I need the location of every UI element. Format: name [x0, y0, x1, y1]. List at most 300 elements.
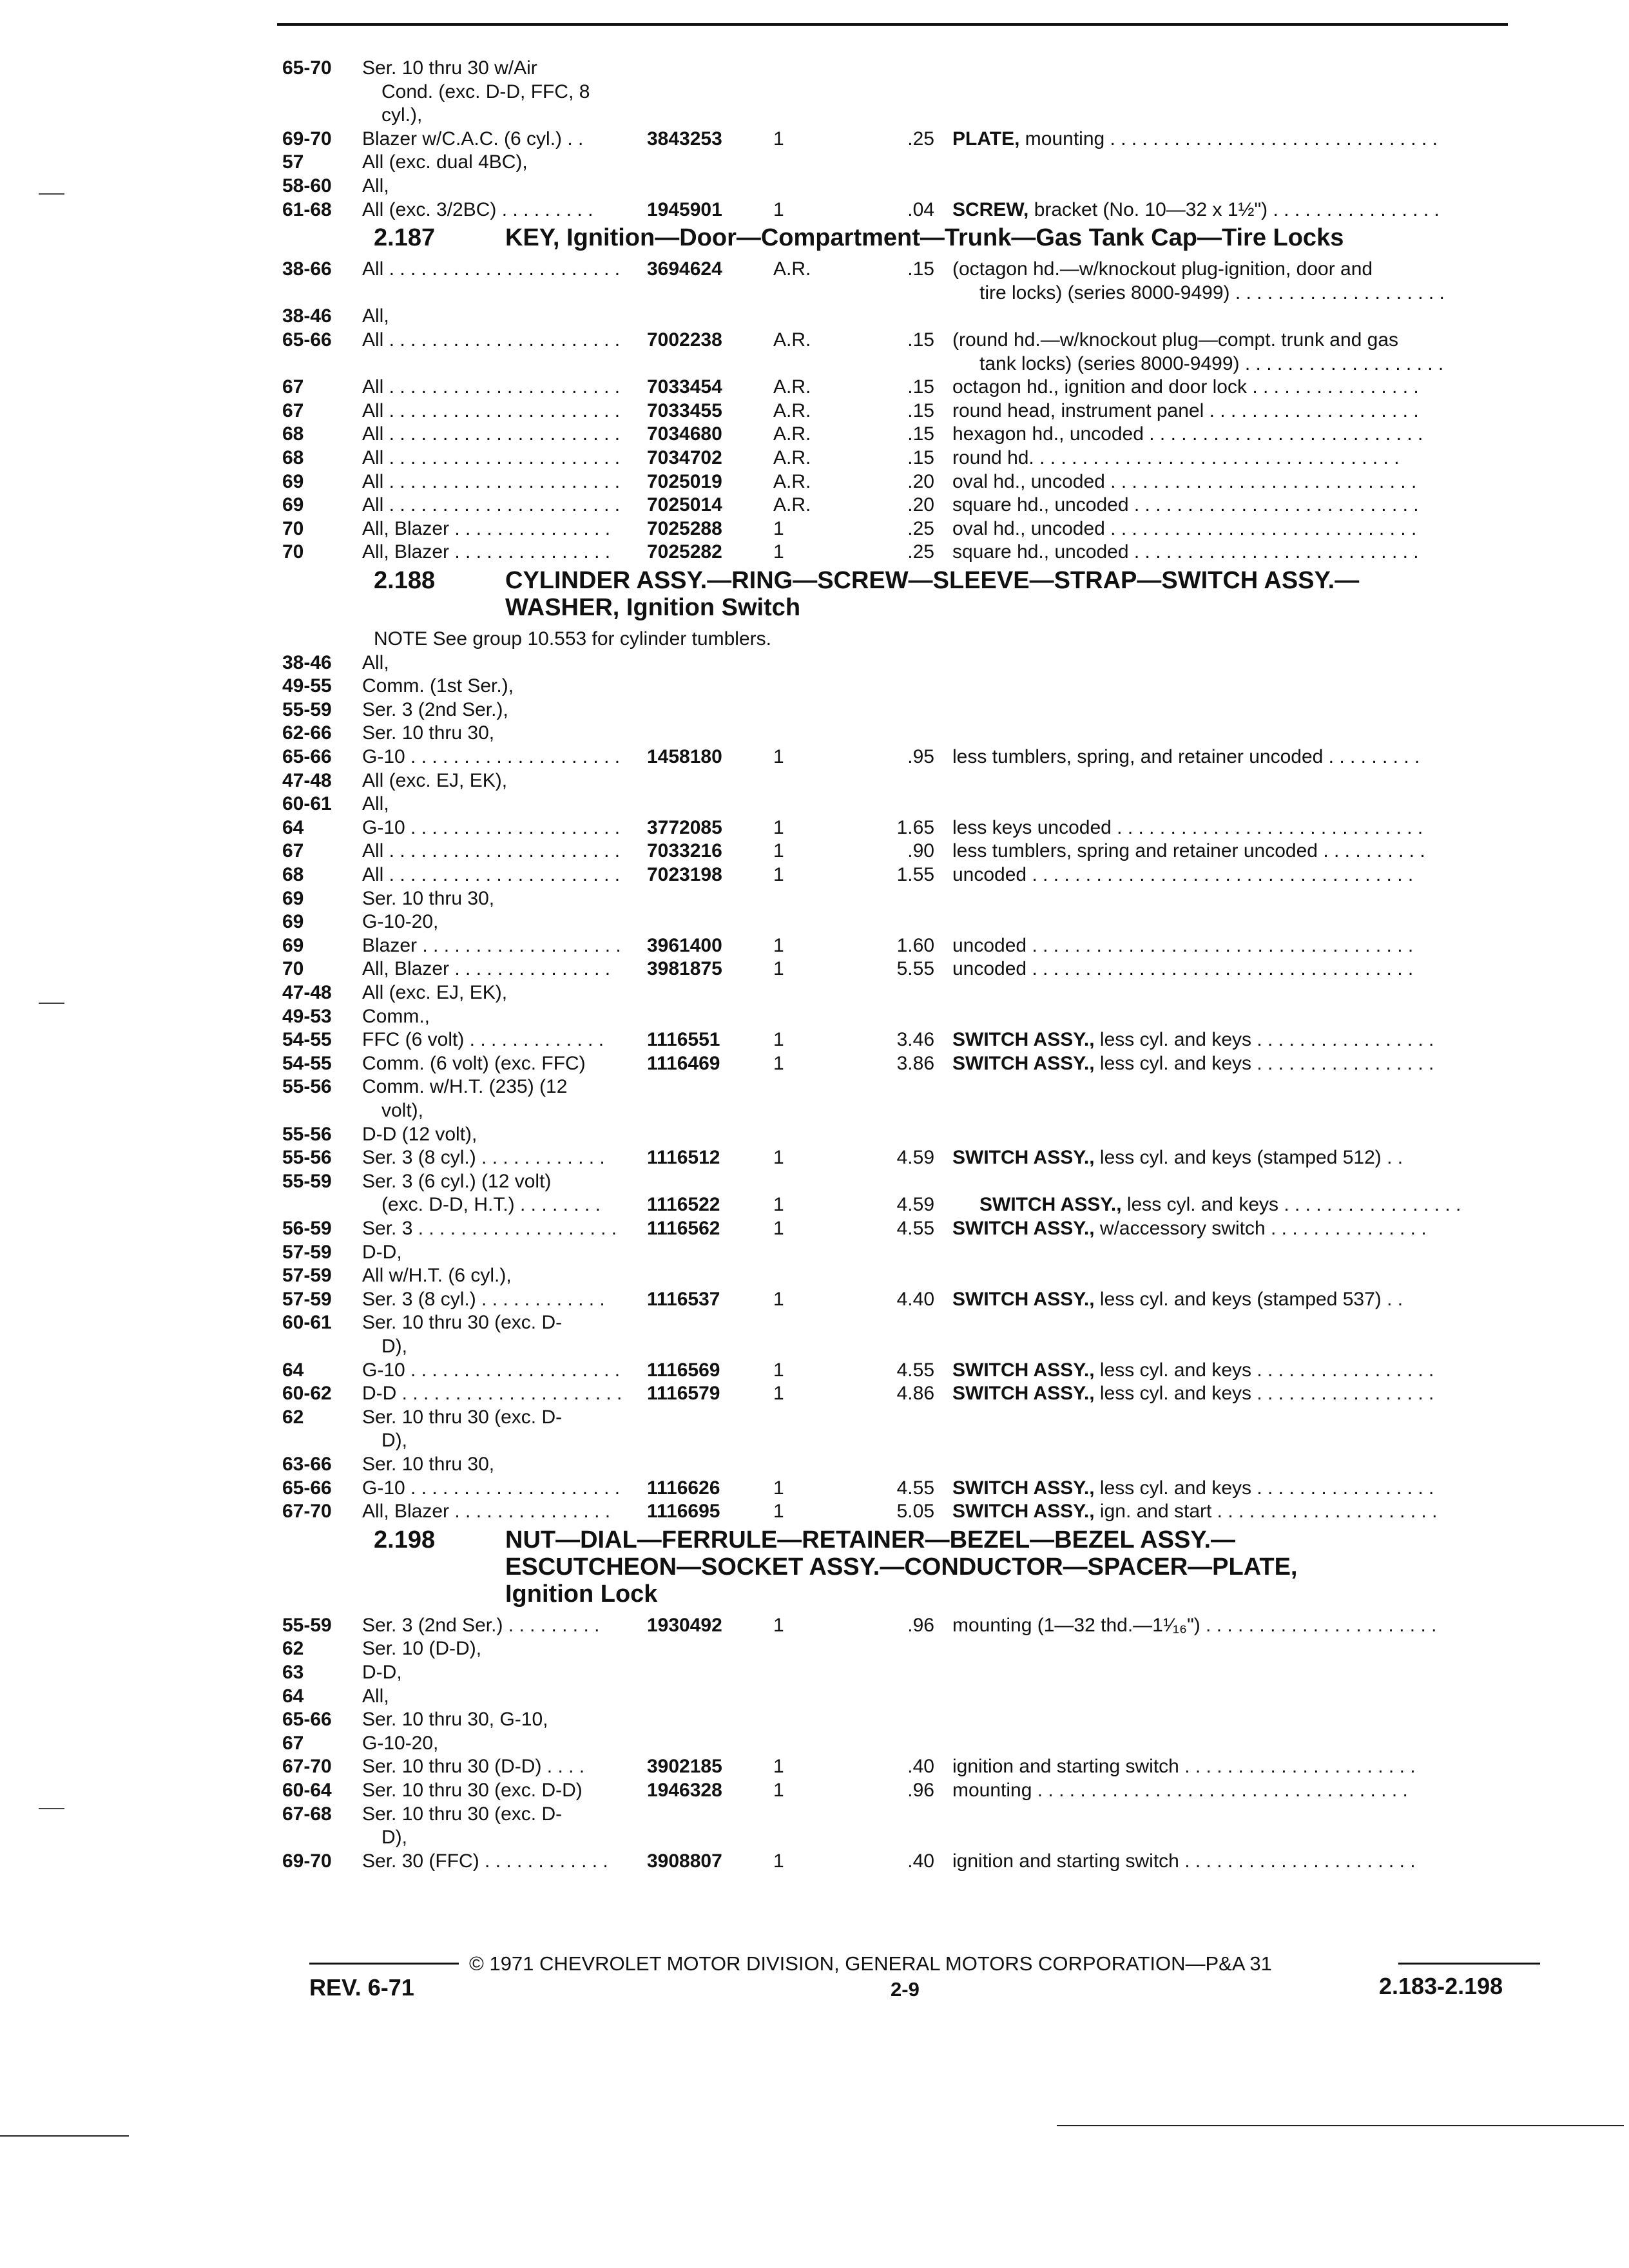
- parts-row: [0, 1099, 1629, 1122]
- part-detail: (round hd.—w/knockout plug—compt. trunk and gas: [952, 329, 1399, 351]
- application: All (exc. 3/2BC) . . . . . . . . .: [362, 198, 593, 220]
- list-price: .40: [907, 1850, 934, 1872]
- application: Ser. 10 thru 30,: [362, 1454, 495, 1475]
- model-year: 57-59: [282, 1265, 332, 1287]
- application: Ser. 3 (6 cyl.) (12 volt): [362, 1170, 552, 1192]
- quantity: A.R.: [773, 399, 811, 421]
- part-detail: tire locks) (series 8000-9499) . . . . . . . . . . . . . . . . . . . .: [979, 282, 1445, 303]
- application: Ser. 30 (FFC) . . . . . . . . . . . .: [362, 1850, 608, 1872]
- quantity: 1: [773, 1383, 784, 1405]
- part-detail: ignition and starting switch . . . . . . . . . . . . . . . . . . . . . .: [952, 1850, 1416, 1872]
- application: Ser. 3 (8 cyl.) . . . . . . . . . . . .: [362, 1288, 605, 1310]
- part-description: [952, 816, 1423, 840]
- section-title: WASHER, Ignition Switch: [505, 594, 801, 621]
- part-description: [952, 329, 1398, 352]
- parts-row: [0, 1382, 1629, 1405]
- parts-row: [0, 1406, 1629, 1429]
- parts-row: [0, 1755, 1629, 1778]
- parts-row: [0, 376, 1629, 399]
- application: All, Blazer . . . . . . . . . . . . . . .: [362, 541, 611, 563]
- quantity: 1: [773, 1218, 784, 1239]
- part-detail: uncoded . . . . . . . . . . . . . . . . . . . . . . . . . . . . . . . . . . . .: [952, 934, 1414, 956]
- parts-row: [0, 628, 1629, 651]
- part-name: SWITCH ASSY.,: [952, 1359, 1095, 1381]
- part-name: SWITCH ASSY.,: [952, 1288, 1095, 1310]
- part-detail: mounting . . . . . . . . . . . . . . . . . . . . . . . . . . . . . . . . . . .: [952, 1780, 1408, 1801]
- application: cyl.),: [381, 104, 423, 126]
- part-description: [952, 470, 1416, 494]
- quantity: A.R.: [773, 470, 811, 492]
- part-number: 1458180: [647, 746, 722, 767]
- list-price: .25: [907, 128, 934, 149]
- application: D-D . . . . . . . . . . . . . . . . . . . . .: [362, 1383, 622, 1405]
- application: All,: [362, 1685, 389, 1707]
- part-detail: less tumblers, spring, and retainer uncoded . . . . . . . . .: [952, 746, 1420, 767]
- part-number: 3843253: [647, 128, 722, 149]
- application: All . . . . . . . . . . . . . . . . . . . . . .: [362, 864, 621, 885]
- application: D),: [381, 1430, 407, 1452]
- part-number: 1116569: [647, 1359, 720, 1381]
- model-year: 38-66: [282, 258, 332, 280]
- part-detail: square hd., uncoded . . . . . . . . . . . . . . . . . . . . . . . . . . .: [952, 541, 1419, 563]
- model-year: 67: [282, 840, 304, 862]
- model-year: 69: [282, 494, 304, 516]
- parts-row: [0, 1500, 1629, 1523]
- quantity: 1: [773, 1756, 784, 1778]
- parts-row: [0, 352, 1629, 376]
- list-price: 1.65: [896, 816, 934, 838]
- model-year: 69: [282, 934, 304, 956]
- quantity: 1: [773, 746, 784, 767]
- part-description: [952, 128, 1438, 151]
- application: Ser. 10 thru 30 w/Air: [362, 57, 537, 79]
- list-price: .25: [907, 517, 934, 539]
- part-name: SWITCH ASSY.,: [979, 1194, 1122, 1216]
- application: Ser. 10 thru 30,: [362, 887, 495, 909]
- part-number: 7023198: [647, 864, 722, 885]
- application: Ser. 3 . . . . . . . . . . . . . . . . . . .: [362, 1218, 617, 1239]
- model-year: 67-70: [282, 1756, 332, 1778]
- list-price: .15: [907, 399, 934, 421]
- application: Ser. 3 (2nd Ser.),: [362, 698, 508, 720]
- parts-row: [0, 329, 1629, 352]
- application: D),: [381, 1827, 407, 1849]
- application: Cond. (exc. D-D, FFC, 8: [381, 81, 590, 102]
- part-detail: less tumblers, spring and retainer uncoded . . . . . . . . . .: [952, 840, 1425, 862]
- part-description: [952, 541, 1419, 564]
- part-number: 1116522: [647, 1194, 720, 1216]
- list-price: .25: [907, 541, 934, 563]
- list-price: 1.55: [896, 864, 934, 885]
- part-description: [979, 282, 1445, 305]
- part-description: [952, 1146, 1403, 1169]
- list-price: .15: [907, 423, 934, 445]
- application: Ser. 10 thru 30 (exc. D-: [362, 1406, 563, 1428]
- model-year: 57: [282, 151, 304, 173]
- parts-row: [0, 1288, 1629, 1311]
- model-year: 60-61: [282, 1312, 332, 1334]
- parts-row: [0, 494, 1629, 517]
- quantity: 1: [773, 864, 784, 885]
- model-year: 67: [282, 376, 304, 398]
- list-price: 4.86: [896, 1383, 934, 1405]
- bottom-rule-right: [1057, 2125, 1624, 2126]
- model-year: 60-61: [282, 793, 332, 815]
- quantity: 1: [773, 1501, 784, 1523]
- footer-rule-left: [309, 1963, 459, 1965]
- list-price: .15: [907, 329, 934, 351]
- parts-row: [0, 128, 1629, 151]
- model-year: 69: [282, 911, 304, 933]
- part-description: [952, 1500, 1437, 1523]
- part-detail: (octagon hd.—w/knockout plug-ignition, door and: [952, 258, 1373, 280]
- parts-row: [0, 1028, 1629, 1052]
- parts-row: [0, 282, 1629, 305]
- model-year: 38-46: [282, 305, 332, 327]
- quantity: 1: [773, 934, 784, 956]
- application: All . . . . . . . . . . . . . . . . . . . . . .: [362, 840, 621, 862]
- parts-row: [0, 934, 1629, 957]
- part-number: 1116512: [647, 1147, 720, 1169]
- model-year: 58-60: [282, 175, 332, 197]
- part-detail: bracket (No. 10—32 x 1½") . . . . . . . . . . . . . . . .: [1028, 198, 1440, 220]
- parts-row: [0, 1429, 1629, 1452]
- quantity: 1: [773, 958, 784, 980]
- part-description: [979, 1193, 1461, 1216]
- footer-rule-right: [1398, 1963, 1540, 1965]
- parts-row: [0, 722, 1629, 745]
- model-year: 68: [282, 423, 304, 445]
- part-number: 7034702: [647, 447, 722, 468]
- section-title: Ignition Lock: [505, 1580, 658, 1608]
- part-description: [952, 863, 1413, 887]
- quantity: A.R.: [773, 494, 811, 516]
- model-year: 60-64: [282, 1780, 332, 1801]
- parts-row: [0, 1193, 1629, 1216]
- parts-row: [0, 423, 1629, 446]
- model-year: 69-70: [282, 128, 332, 149]
- list-price: .96: [907, 1614, 934, 1636]
- application: All . . . . . . . . . . . . . . . . . . . . . .: [362, 423, 621, 445]
- part-description: [952, 840, 1425, 863]
- application: NOTE See group 10.553 for cylinder tumblers.: [374, 628, 771, 649]
- model-year: 49-55: [282, 675, 332, 697]
- quantity: A.R.: [773, 423, 811, 445]
- application: All,: [362, 305, 389, 327]
- part-number: 1116626: [647, 1477, 720, 1499]
- part-detail: oval hd., uncoded . . . . . . . . . . . . . . . . . . . . . . . . . . . . .: [952, 470, 1417, 492]
- list-price: .04: [907, 198, 934, 220]
- part-description: [952, 745, 1420, 769]
- application: All . . . . . . . . . . . . . . . . . . . . . .: [362, 376, 621, 398]
- parts-row: [0, 1335, 1629, 1358]
- part-description: [952, 1217, 1427, 1240]
- part-number: 3772085: [647, 816, 722, 838]
- part-name: SCREW,: [952, 198, 1029, 220]
- part-number: 1116469: [647, 1052, 720, 1074]
- model-year: 65-66: [282, 746, 332, 767]
- part-name: SWITCH ASSY.,: [952, 1029, 1095, 1051]
- model-year: 55-59: [282, 698, 332, 720]
- application: Blazer . . . . . . . . . . . . . . . . . . .: [362, 934, 621, 956]
- model-year: 67-68: [282, 1803, 332, 1825]
- application: G-10 . . . . . . . . . . . . . . . . . . . .: [362, 816, 621, 838]
- application: Ser. 3 (2nd Ser.) . . . . . . . . .: [362, 1614, 600, 1636]
- part-name: SWITCH ASSY.,: [952, 1501, 1095, 1523]
- section-title: NUT—DIAL—FERRULE—RETAINER—BEZEL—BEZEL ASSY.—: [505, 1526, 1236, 1553]
- parts-row: [0, 470, 1629, 494]
- part-detail: mounting (1—32 thd.—1¹⁄₁₆") . . . . . . . . . . . . . . . . . . . . . .: [952, 1614, 1437, 1636]
- parts-row: [0, 1708, 1629, 1731]
- quantity: 1: [773, 1194, 784, 1216]
- part-number: 1116695: [647, 1501, 720, 1523]
- quantity: 1: [773, 1477, 784, 1499]
- model-year: 62: [282, 1638, 304, 1660]
- application: All . . . . . . . . . . . . . . . . . . . . . .: [362, 447, 621, 468]
- parts-row: [0, 1850, 1629, 1873]
- application: All . . . . . . . . . . . . . . . . . . . . . .: [362, 399, 621, 421]
- application: Ser. 10 (D-D),: [362, 1638, 482, 1660]
- part-detail: less cyl. and keys . . . . . . . . . . . . . . . . .: [1094, 1477, 1434, 1499]
- application: Ser. 3 (8 cyl.) . . . . . . . . . . . .: [362, 1147, 605, 1169]
- model-year: 47-48: [282, 769, 332, 791]
- model-year: 49-53: [282, 1005, 332, 1027]
- application: All (exc. dual 4BC),: [362, 151, 528, 173]
- copyright-notice: © 1971 CHEVROLET MOTOR DIVISION, GENERAL MOTORS CORPORATION—P&A 31: [469, 1952, 1272, 1975]
- section-title: ESCUTCHEON—SOCKET ASSY.—CONDUCTOR—SPACER—PLATE,: [505, 1553, 1298, 1581]
- part-detail: less keys uncoded . . . . . . . . . . . . . . . . . . . . . . . . . . . . .: [952, 816, 1423, 838]
- part-description: [952, 1477, 1434, 1500]
- parts-row: [0, 1005, 1629, 1028]
- parts-row: [0, 1637, 1629, 1660]
- application: Ser. 10 thru 30 (exc. D-: [362, 1312, 563, 1334]
- parts-row: [0, 1453, 1629, 1476]
- parts-row: [0, 1146, 1629, 1169]
- model-year: 55-56: [282, 1147, 332, 1169]
- application: All . . . . . . . . . . . . . . . . . . . . . .: [362, 470, 621, 492]
- part-detail: ignition and starting switch . . . . . . . . . . . . . . . . . . . . . .: [952, 1756, 1416, 1778]
- part-name: SWITCH ASSY.,: [952, 1477, 1095, 1499]
- part-number: 7034680: [647, 423, 722, 445]
- model-year: 54-55: [282, 1029, 332, 1051]
- application: All (exc. EJ, EK),: [362, 982, 508, 1003]
- part-description: [952, 447, 1400, 470]
- part-name: SWITCH ASSY.,: [952, 1052, 1095, 1074]
- parts-row: [0, 1052, 1629, 1075]
- application: Ser. 10 thru 30, G-10,: [362, 1709, 548, 1731]
- parts-row: [0, 793, 1629, 816]
- application: All, Blazer . . . . . . . . . . . . . . .: [362, 958, 611, 980]
- part-description: [952, 1359, 1434, 1382]
- application: D-D (12 volt),: [362, 1123, 477, 1145]
- section-title: KEY, Ignition—Door—Compartment—Trunk—Gas Tank Cap—Tire Locks: [505, 224, 1344, 252]
- part-number: 1116562: [647, 1218, 720, 1239]
- list-price: .15: [907, 258, 934, 280]
- part-number: 7033454: [647, 376, 722, 398]
- part-detail: less cyl. and keys . . . . . . . . . . . . . . . . .: [1094, 1029, 1434, 1051]
- list-price: 4.40: [896, 1288, 934, 1310]
- part-description: [952, 423, 1423, 446]
- model-year: 62-66: [282, 722, 332, 744]
- part-name: SWITCH ASSY.,: [952, 1147, 1095, 1169]
- application: Ser. 10 thru 30 (exc. D-D): [362, 1780, 583, 1801]
- list-price: 4.59: [896, 1147, 934, 1169]
- list-price: .15: [907, 376, 934, 398]
- part-number: 1116579: [647, 1383, 720, 1405]
- quantity: 1: [773, 517, 784, 539]
- model-year: 65-70: [282, 57, 332, 79]
- list-price: 4.59: [896, 1194, 934, 1216]
- part-number: 7025288: [647, 517, 722, 539]
- application: All w/H.T. (6 cyl.),: [362, 1265, 512, 1287]
- part-description: [952, 957, 1413, 981]
- parts-row: [0, 887, 1629, 910]
- parts-row: [0, 651, 1629, 675]
- quantity: 1: [773, 1614, 784, 1636]
- model-year: 70: [282, 958, 304, 980]
- parts-row: [0, 745, 1629, 769]
- model-year: 67: [282, 399, 304, 421]
- page-number: 2-9: [891, 1978, 920, 2001]
- part-number: 3908807: [647, 1850, 722, 1872]
- quantity: 1: [773, 541, 784, 563]
- application: All, Blazer . . . . . . . . . . . . . . .: [362, 1501, 611, 1523]
- model-year: 60-62: [282, 1383, 332, 1405]
- model-year: 55-56: [282, 1076, 332, 1098]
- model-year: 38-46: [282, 651, 332, 673]
- parts-row: [0, 1123, 1629, 1146]
- quantity: 1: [773, 198, 784, 220]
- parts-row: [0, 675, 1629, 698]
- quantity: 1: [773, 1359, 784, 1381]
- application: All . . . . . . . . . . . . . . . . . . . . . .: [362, 494, 621, 516]
- application: D-D,: [362, 1241, 402, 1263]
- part-detail: round head, instrument panel . . . . . . . . . . . . . . . . . . . .: [952, 399, 1419, 421]
- model-year: 63-66: [282, 1454, 332, 1475]
- part-description: [952, 494, 1419, 517]
- model-year: 67: [282, 1732, 304, 1754]
- part-description: [952, 1614, 1436, 1637]
- model-year: 65-66: [282, 329, 332, 351]
- list-price: 5.05: [896, 1501, 934, 1523]
- list-price: .96: [907, 1780, 934, 1801]
- quantity: 1: [773, 1052, 784, 1074]
- parts-row: [0, 57, 1629, 80]
- parts-row: [0, 258, 1629, 281]
- section-title: CYLINDER ASSY.—RING—SCREW—SLEEVE—STRAP—SWITCH ASSY.—: [505, 567, 1360, 594]
- application: All, Blazer . . . . . . . . . . . . . . .: [362, 517, 611, 539]
- application: D),: [381, 1336, 407, 1357]
- parts-row: [0, 1170, 1629, 1193]
- application: All,: [362, 175, 389, 197]
- quantity: A.R.: [773, 258, 811, 280]
- part-number: 7025282: [647, 541, 722, 563]
- part-number: 7033216: [647, 840, 722, 862]
- model-year: 64: [282, 1685, 304, 1707]
- part-description: [952, 1755, 1416, 1778]
- parts-row: [0, 1241, 1629, 1264]
- model-year: 47-48: [282, 982, 332, 1003]
- part-detail: tank locks) (series 8000-9499) . . . . . . . . . . . . . . . . . . .: [979, 352, 1444, 374]
- parts-row: [0, 1732, 1629, 1755]
- section-number: 2.188: [374, 567, 436, 594]
- parts-row: [0, 1311, 1629, 1334]
- parts-row: [0, 957, 1629, 981]
- model-year: 69: [282, 470, 304, 492]
- application: (exc. D-D, H.T.) . . . . . . . .: [381, 1194, 601, 1216]
- section-number: 2.198: [374, 1526, 436, 1553]
- parts-row: [0, 517, 1629, 541]
- application: D-D,: [362, 1662, 402, 1683]
- model-year: 55-59: [282, 1170, 332, 1192]
- part-description: [952, 376, 1419, 399]
- model-year: 54-55: [282, 1052, 332, 1074]
- part-detail: mounting . . . . . . . . . . . . . . . . . . . . . . . . . . . . . . .: [1019, 128, 1438, 149]
- part-description: [952, 1779, 1408, 1802]
- section-number: 2.187: [374, 224, 436, 252]
- part-detail: uncoded . . . . . . . . . . . . . . . . . . . . . . . . . . . . . . . . . . . .: [952, 958, 1414, 980]
- quantity: 1: [773, 128, 784, 149]
- parts-row: [0, 1217, 1629, 1240]
- model-year: 68: [282, 447, 304, 468]
- parts-row: [0, 447, 1629, 470]
- part-number: 3961400: [647, 934, 722, 956]
- part-description: [952, 258, 1373, 281]
- quantity: 1: [773, 840, 784, 862]
- model-year: 56-59: [282, 1218, 332, 1239]
- part-detail: less cyl. and keys . . . . . . . . . . . . . . . . .: [1094, 1052, 1434, 1074]
- part-number: 7002238: [647, 329, 722, 351]
- model-year: 69-70: [282, 1850, 332, 1872]
- parts-row: [0, 198, 1629, 222]
- application: All . . . . . . . . . . . . . . . . . . . . . .: [362, 258, 621, 280]
- parts-row: [0, 840, 1629, 863]
- application: G-10-20,: [362, 1732, 439, 1754]
- application: Ser. 10 thru 30 (D-D) . . . .: [362, 1756, 585, 1778]
- parts-row: [0, 1075, 1629, 1099]
- part-number: 3694624: [647, 258, 722, 280]
- list-price: .20: [907, 470, 934, 492]
- list-price: 4.55: [896, 1359, 934, 1381]
- parts-row: [0, 81, 1629, 104]
- model-year: 55-56: [282, 1123, 332, 1145]
- list-price: 5.55: [896, 958, 934, 980]
- part-detail: w/accessory switch . . . . . . . . . . . . . . .: [1094, 1218, 1427, 1239]
- part-number: 1116551: [647, 1029, 720, 1051]
- parts-row: [0, 399, 1629, 423]
- part-description: [952, 1028, 1434, 1052]
- part-description: [952, 934, 1413, 957]
- application: volt),: [381, 1100, 424, 1121]
- model-year: 69: [282, 887, 304, 909]
- part-description: [952, 198, 1440, 222]
- application: Ser. 10 thru 30 (exc. D-: [362, 1803, 563, 1825]
- part-number: 3902185: [647, 1756, 722, 1778]
- part-number: 1116537: [647, 1288, 720, 1310]
- list-price: .40: [907, 1756, 934, 1778]
- parts-row: [0, 1779, 1629, 1802]
- model-year: 57-59: [282, 1241, 332, 1263]
- quantity: 1: [773, 1850, 784, 1872]
- parts-row: [0, 769, 1629, 793]
- application: G-10 . . . . . . . . . . . . . . . . . . . .: [362, 1359, 621, 1381]
- application: G-10 . . . . . . . . . . . . . . . . . . . .: [362, 1477, 621, 1499]
- part-number: 3981875: [647, 958, 722, 980]
- parts-row: [0, 1477, 1629, 1500]
- parts-row: [0, 1685, 1629, 1708]
- application: G-10-20,: [362, 911, 439, 933]
- part-number: 7033455: [647, 399, 722, 421]
